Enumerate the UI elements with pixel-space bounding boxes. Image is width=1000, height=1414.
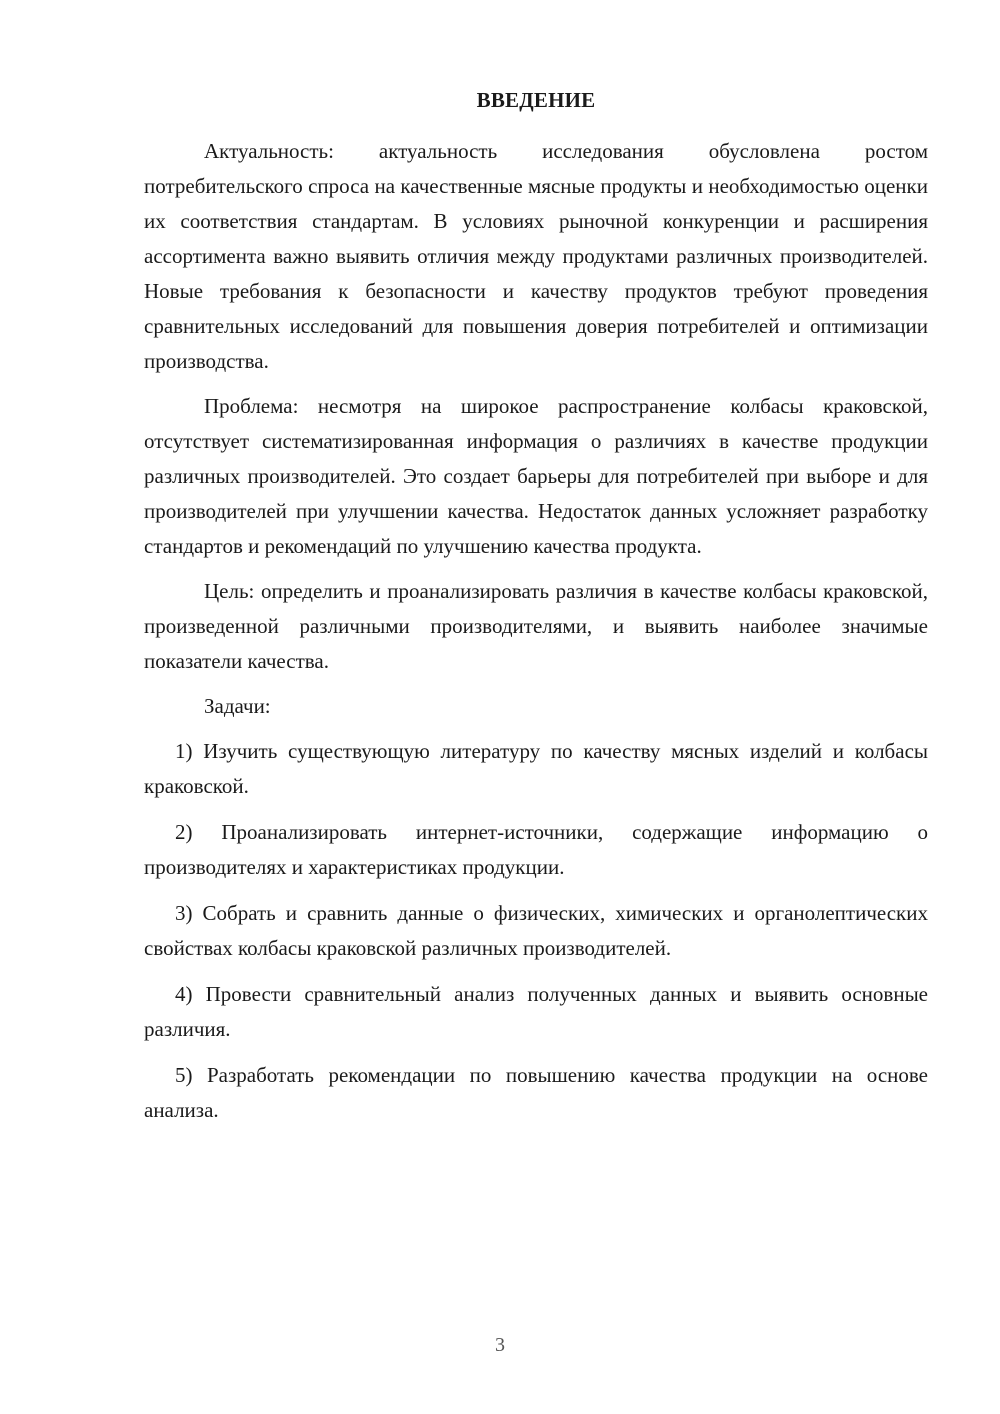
document-page	[144, 88, 928, 1139]
task-item-2: 2) Проанализировать интернет-источники, содержащие информацию о производителях и характеристиках продукции.	[144, 820, 928, 879]
task-item-3: 3) Собрать и сравнить данные о физических, химических и органолептических свойствах колбасы краковской различных производителей.	[144, 901, 928, 960]
task-item-1: 1) Изучить существующую литературу по качеству мясных изделий и колбасы краковской.	[144, 739, 928, 798]
tasks-list	[144, 734, 928, 1128]
relevance-paragraph: Актуальность: актуальность исследования обусловлена ростом потребительского спроса на качественные мясные продукты и необходимостью оценки их соответствия стандартам. В условиях рыночной конкуренции и расширения ассортимента важно выявить отличия между продуктами различных производителей. Новые требования к безопасности и качеству продуктов требуют проведения сравнительных исследований для повышения доверия потребителей и оптимизации производства.	[144, 139, 928, 373]
goal-paragraph: Цель: определить и проанализировать различия в качестве колбасы краковской, произведенной различными производителями, и выявить наиболее значимые показатели качества.	[144, 579, 928, 673]
tasks-heading: Задачи:	[204, 694, 271, 718]
task-item-5: 5) Разработать рекомендации по повышению качества продукции на основе анализа.	[144, 1063, 928, 1122]
task-item-4: 4) Провести сравнительный анализ полученных данных и выявить основные различия.	[144, 982, 928, 1041]
section-title: ВВЕДЕНИЕ	[476, 88, 596, 112]
page-number: 3	[495, 1334, 505, 1356]
problem-paragraph: Проблема: несмотря на широкое распространение колбасы краковской, отсутствует систематизированная информация о различиях в качестве продукции различных производителей. Это создает барьеры для потребителей при выборе и для производителей при улучшении качества. Недостаток данных усложняет разработку стандартов и рекомендаций по улучшению качества продукта.	[144, 394, 928, 558]
